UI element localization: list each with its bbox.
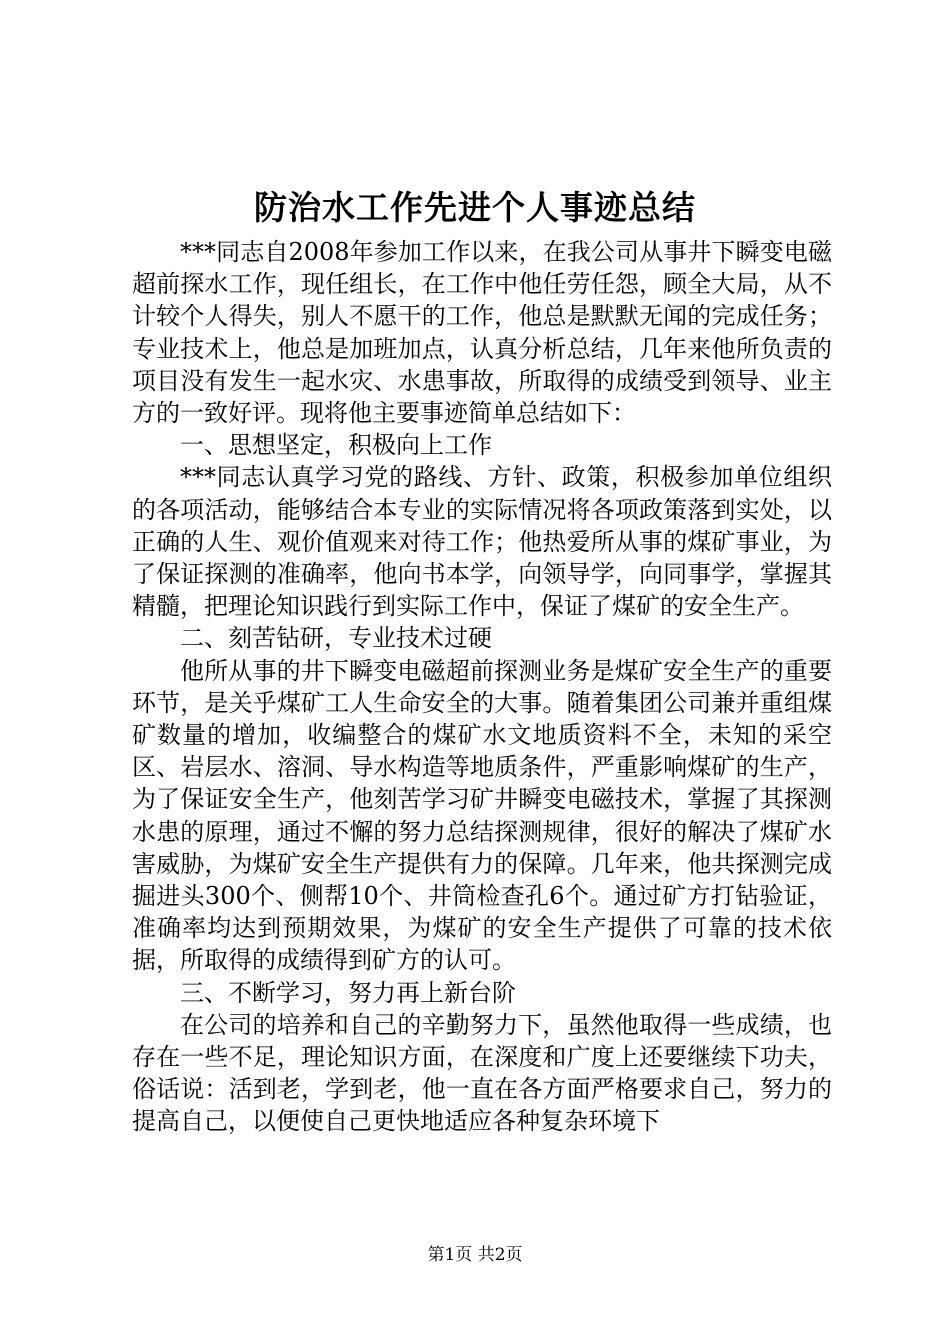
section-heading-3: 三、不断学习，努力再上新台阶 xyxy=(180,978,516,1007)
section-paragraph-3: 在公司的培养和自己的辛勤努力下，虽然他取得一些成绩，也存在一些不足，理论知识方面，在深度和广度上还要继续下功夫，俗话说：活到老，学到老，他一直在各方面严格要求自己，努力的提高自己，以便使自己更快地适应各种复杂环境下 xyxy=(132,1010,832,1136)
section-paragraph-1: ***同志认真学习党的路线、方针、政策，积极参加单位组织的各项活动，能够结合本专业的实际情况将各项政策落到实处，以正确的人生、观价值观来对待工作；他热爱所从事的煤矿事业，为了保证探测的准确率，他向书本学，向领导学，向同事学，掌握其精髓，把理论知识践行到实际工作中，保证了煤矿的安全生产。 xyxy=(132,463,832,621)
intro-paragraph: ***同志自2008年参加工作以来，在我公司从事井下瞬变电磁超前探水工作，现任组长，在工作中他任劳任怨，顾全大局，从不计较个人得失，别人不愿干的工作，他总是默默无闻的完成任务；专业技术上，他总是加班加点，认真分析总结，几年来他所负责的项目没有发生一起水灾、水患事故，所取得的成绩受到领导、业主方的一致好评。现将他主要事迹简单总结如下： xyxy=(132,238,832,428)
document-title: 防治水工作先进个人事迹总结 xyxy=(254,188,696,227)
section-heading-1: 一、思想坚定，积极向上工作 xyxy=(180,431,492,460)
section-heading-2: 二、刻苦钻研，专业技术过硬 xyxy=(180,624,492,653)
section-paragraph-2: 他所从事的井下瞬变电磁超前探测业务是煤矿安全生产的重要环节，是关乎煤矿工人生命安全的大事。随着集团公司兼并重组煤矿数量的增加，收编整合的煤矿水文地质资料不全，未知的采空区、岩层水、溶洞、导水构造等地质条件，严重影响煤矿的生产，为了保证安全生产，他刻苦学习矿井瞬变电磁技术，掌握了其探测水患的原理，通过不懈的努力总结探测规律，很好的解决了煤矿水害威胁，为煤矿安全生产提供有力的保障。几年来，他共探测完成掘进头300个、侧帮10个、井筒检查孔6个。通过矿方打钻验证，准确率均达到预期效果，为煤矿的安全生产提供了可靠的技术依据，所取得的成绩得到矿方的认可。 xyxy=(132,656,832,975)
page-number-footer: 第1页 共2页 xyxy=(427,1245,523,1265)
document-body xyxy=(132,236,832,1138)
